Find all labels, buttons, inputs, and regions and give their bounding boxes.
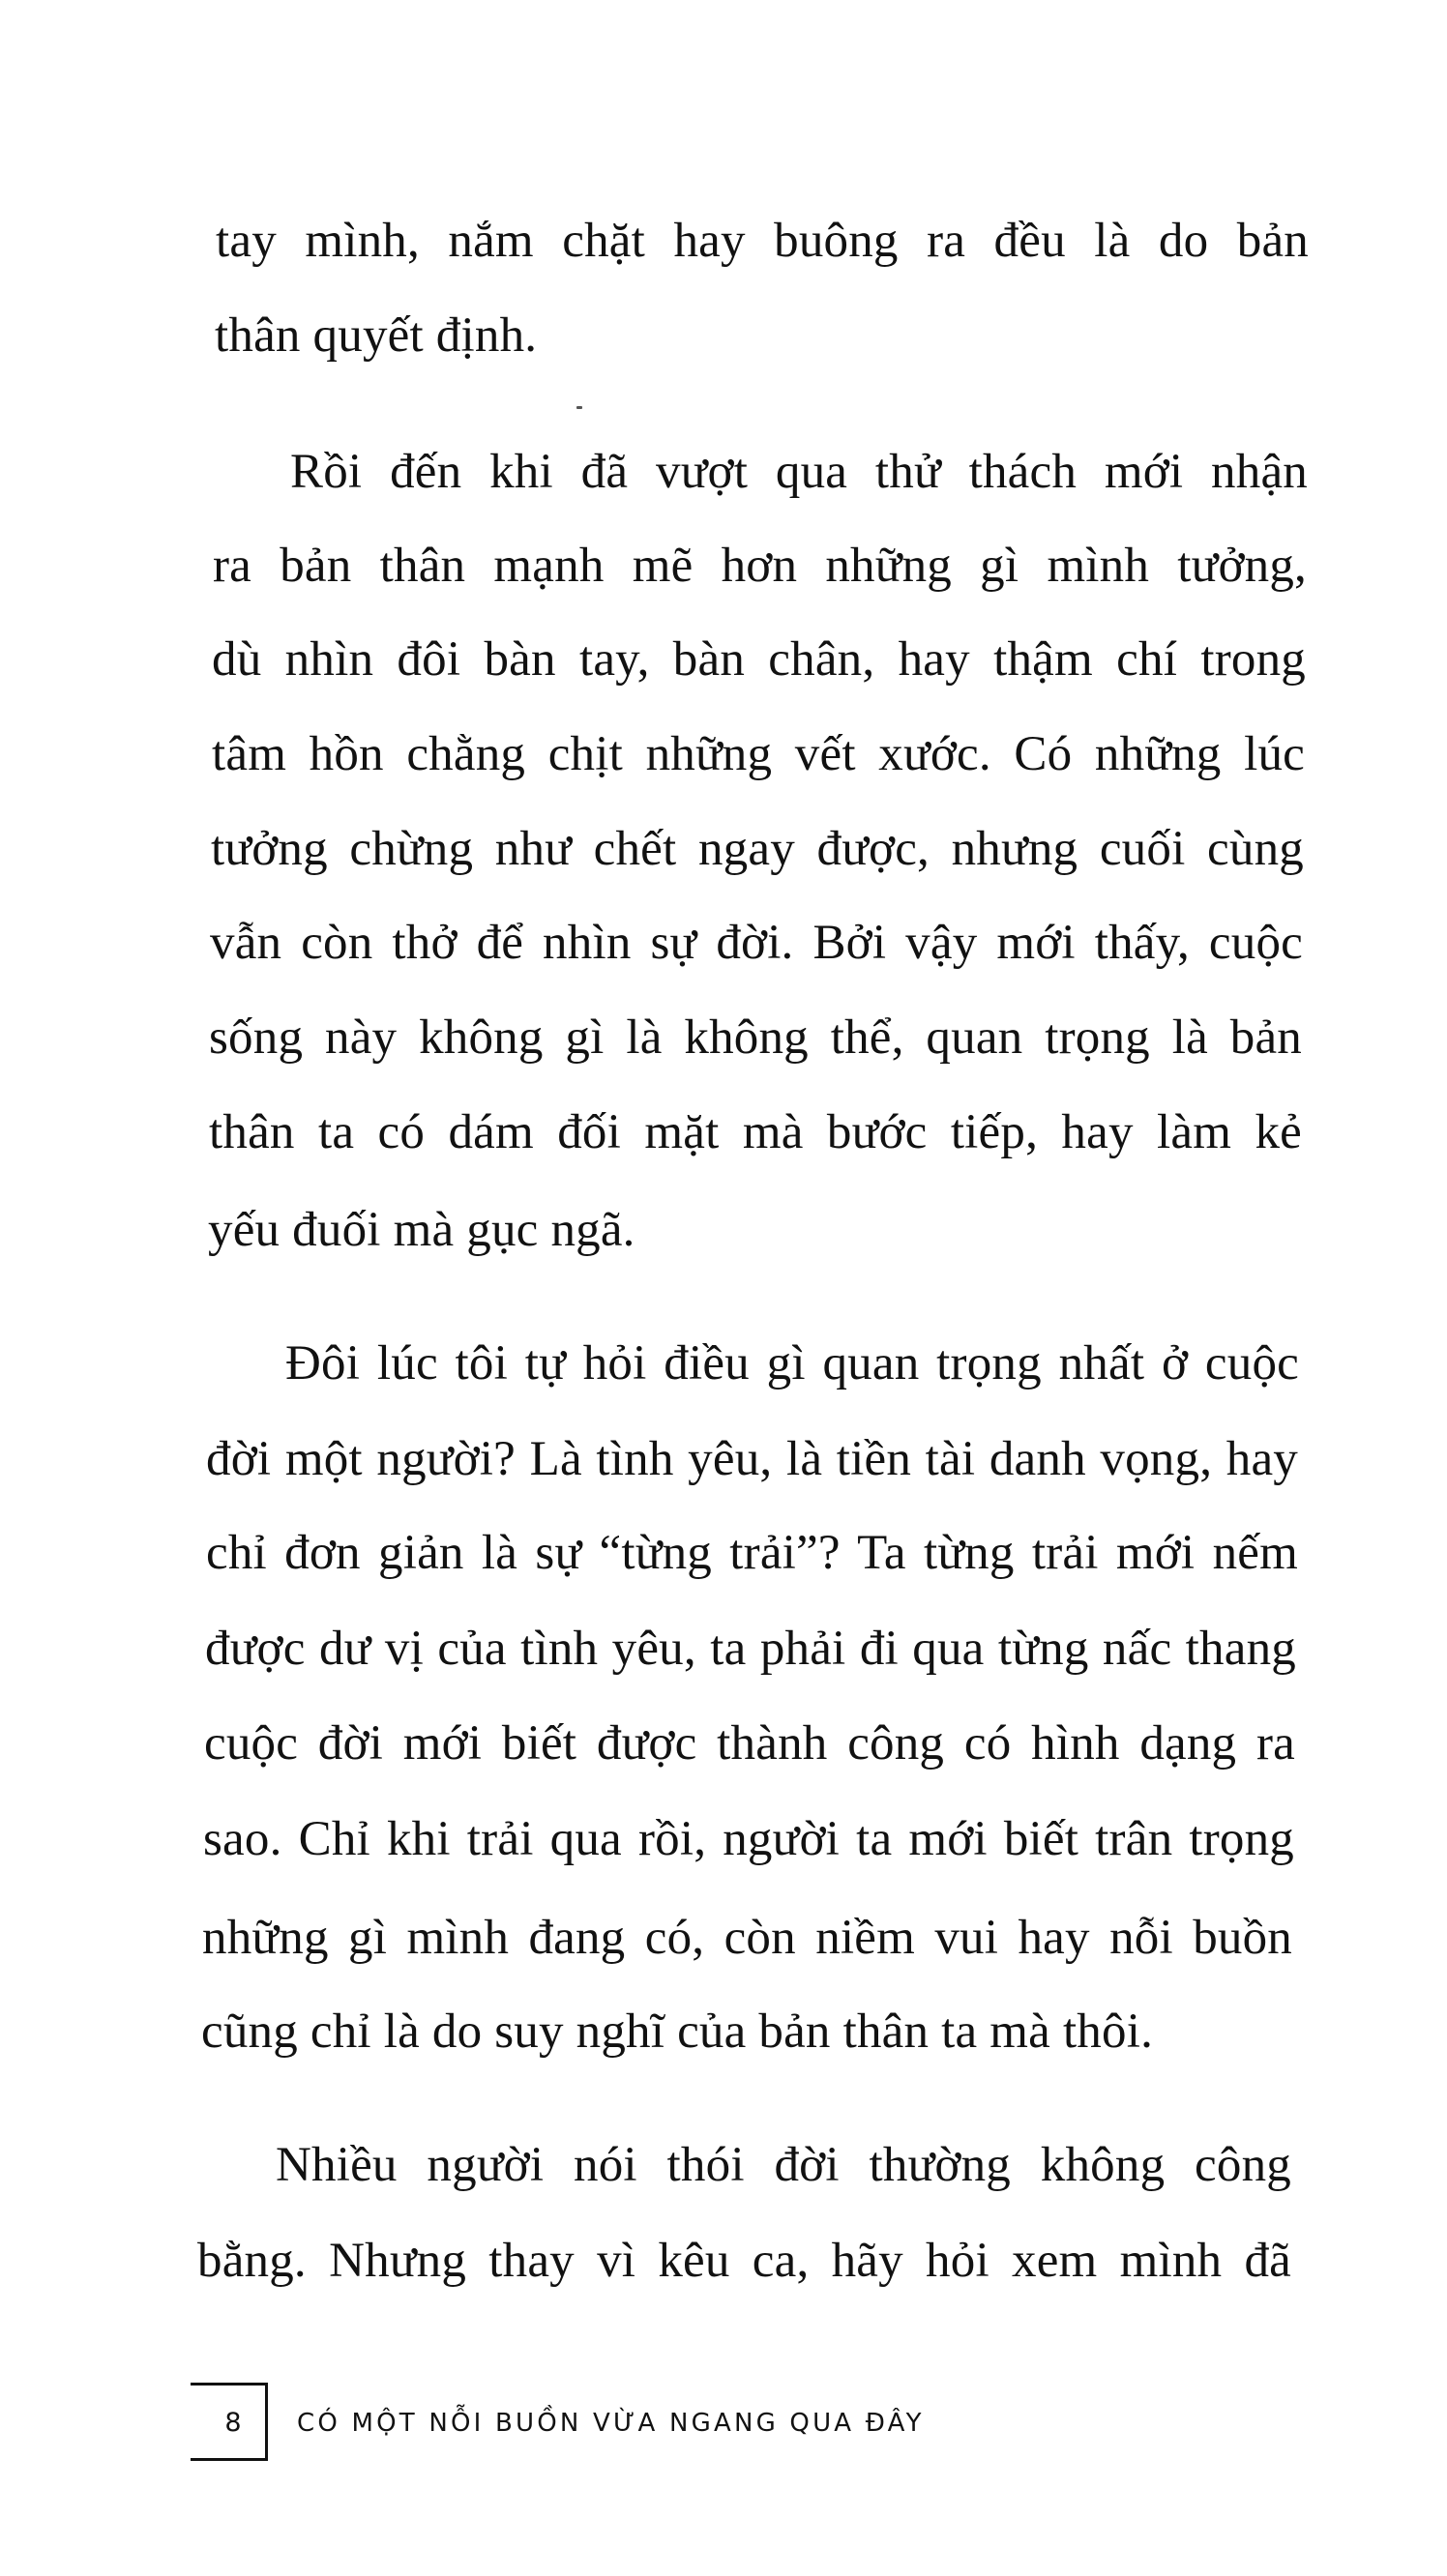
text-line: thân ta có dám đối mặt mà bước tiếp, hay làm kẻ xyxy=(209,1105,1302,1159)
text-line: chỉ đơn giản là sự “từng trải”? Ta từng trải mới nếm xyxy=(206,1526,1298,1580)
text-line: cuộc đời mới biết được thành công có hình dạng ra xyxy=(204,1716,1295,1771)
text-line: vẫn còn thở để nhìn sự đời. Bởi vậy mới thấy, cuộc xyxy=(210,916,1303,970)
text-line: bằng. Nhưng thay vì kêu ca, hãy hỏi xem mình đã xyxy=(197,2234,1291,2288)
page-number: 8 xyxy=(224,2408,242,2438)
text-line: Đôi lúc tôi tự hỏi điều gì quan trọng nhất ở cuộc xyxy=(285,1336,1299,1390)
text-line: sao. Chỉ khi trải qua rồi, người ta mới biết trân trọng xyxy=(203,1812,1294,1866)
text-line: Nhiều người nói thói đời thường không công xyxy=(276,2138,1291,2192)
running-title: CÓ MỘT NỖI BUỒN VỪA NGANG QUA ĐÂY xyxy=(297,2409,925,2438)
text-line: thân quyết định. xyxy=(215,308,538,363)
text-line: ra bản thân mạnh mẽ hơn những gì mình tưởng, xyxy=(213,539,1307,593)
text-line: sống này không gì là không thể, quan trọng là bản xyxy=(209,1010,1302,1065)
text-line: tâm hồn chằng chịt những vết xước. Có những lúc xyxy=(212,727,1305,781)
text-line: dù nhìn đôi bàn tay, bàn chân, hay thậm chí trong xyxy=(212,632,1306,687)
text-line: những gì mình đang có, còn niềm vui hay nỗi buồn xyxy=(202,1911,1292,1965)
text-line: Rồi đến khi đã vượt qua thử thách mới nhận xyxy=(290,445,1308,499)
text-line: cũng chỉ là do suy nghĩ của bản thân ta mà thôi. xyxy=(201,2005,1154,2059)
text-line: yếu đuối mà gục ngã. xyxy=(208,1203,635,1257)
scan-speck xyxy=(576,406,582,409)
text-line: đời một người? Là tình yêu, là tiền tài danh vọng, hay xyxy=(206,1432,1298,1486)
text-line: tay mình, nắm chặt hay buông ra đều là do bản xyxy=(216,214,1309,268)
text-line: được dư vị của tình yêu, ta phải đi qua từng nấc thang xyxy=(205,1622,1296,1676)
text-line: tưởng chừng như chết ngay được, nhưng cuối cùng xyxy=(211,822,1304,876)
